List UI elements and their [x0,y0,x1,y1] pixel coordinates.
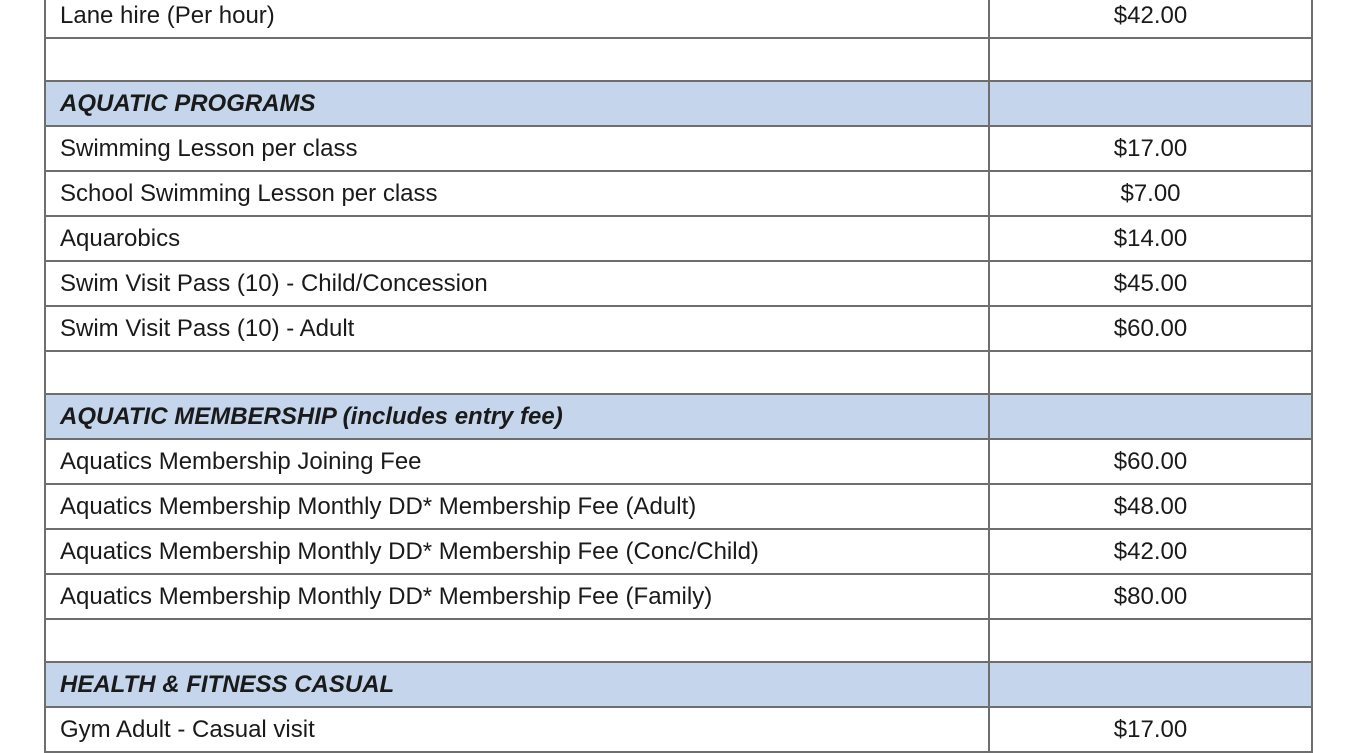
section-title: HEALTH & FITNESS CASUAL [45,662,989,707]
section-header-row [45,394,1312,439]
item-description: Aquatics Membership Monthly DD* Membership Fee (Conc/Child) [45,529,989,574]
item-description: Swimming Lesson per class [45,126,989,171]
table-row [45,216,1312,261]
item-description [45,619,989,662]
fee-table-body [45,0,1312,752]
item-description: Lane hire (Per hour) [45,0,989,38]
item-price [989,38,1312,81]
item-price: $45.00 [989,261,1312,306]
section-title: AQUATIC PROGRAMS [45,81,989,126]
item-description [45,351,989,394]
item-price: $48.00 [989,484,1312,529]
section-price-cell [989,662,1312,707]
item-price: $7.00 [989,171,1312,216]
item-description: Aquarobics [45,216,989,261]
item-price: $60.00 [989,306,1312,351]
blank-row [45,38,1312,81]
item-price: $17.00 [989,707,1312,752]
table-row [45,574,1312,619]
table-row [45,707,1312,752]
item-description [45,38,989,81]
section-price-cell [989,394,1312,439]
section-title: AQUATIC MEMBERSHIP (includes entry fee) [45,394,989,439]
item-price [989,619,1312,662]
item-price: $14.00 [989,216,1312,261]
section-price-cell [989,81,1312,126]
section-header-row [45,662,1312,707]
table-row [45,171,1312,216]
item-price: $42.00 [989,0,1312,38]
item-description: Aquatics Membership Monthly DD* Membership Fee (Adult) [45,484,989,529]
blank-row [45,619,1312,662]
item-price: $80.00 [989,574,1312,619]
item-description: Gym Adult - Casual visit [45,707,989,752]
table-row [45,529,1312,574]
table-row [45,306,1312,351]
item-description: Swim Visit Pass (10) - Child/Concession [45,261,989,306]
table-row [45,0,1312,38]
blank-row [45,351,1312,394]
item-description: School Swimming Lesson per class [45,171,989,216]
item-description: Aquatics Membership Joining Fee [45,439,989,484]
item-price: $60.00 [989,439,1312,484]
table-row [45,439,1312,484]
item-description: Aquatics Membership Monthly DD* Membership Fee (Family) [45,574,989,619]
section-header-row [45,81,1312,126]
item-price: $42.00 [989,529,1312,574]
table-row [45,261,1312,306]
item-price [989,351,1312,394]
item-description: Swim Visit Pass (10) - Adult [45,306,989,351]
item-price: $17.00 [989,126,1312,171]
table-row [45,484,1312,529]
table-row [45,126,1312,171]
fee-table [44,0,1313,753]
